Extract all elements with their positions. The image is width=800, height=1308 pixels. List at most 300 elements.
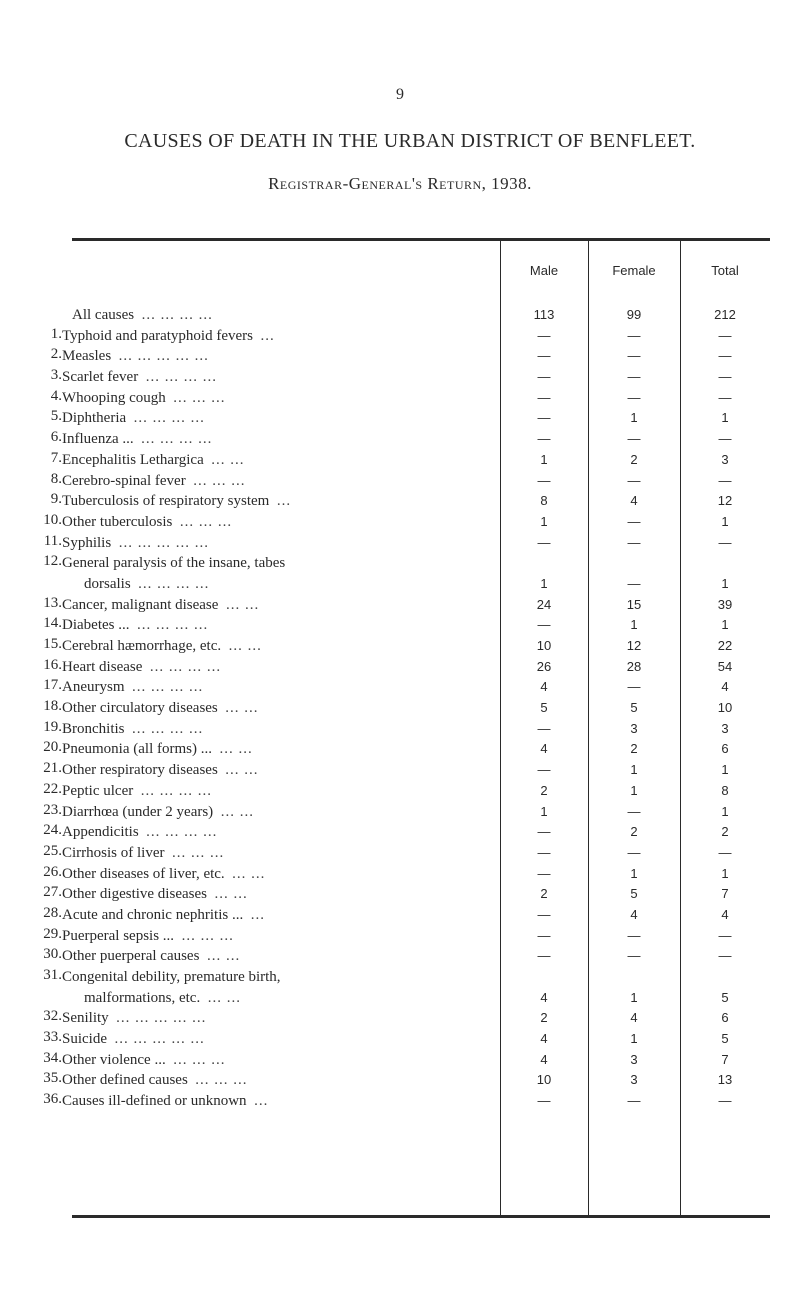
table-row [0,719,800,740]
male-count: — [537,720,551,736]
male-count: — [537,617,551,633]
row-number: 16. [43,656,62,673]
row-number: 23. [43,801,62,818]
cause-text: Cerebral hæmorrhage, etc. [62,638,222,655]
total-count: — [718,327,732,343]
table-row [0,905,800,926]
cause-label [62,1070,487,1091]
cause-label [62,408,487,429]
table-row [0,781,800,802]
page-subtitle: Registrar-General's Return, 1938. [268,174,532,193]
total-count: 39 [717,596,733,612]
cause-text: Diarrhœa (under 2 years) [62,803,214,820]
leader-dots: ... ... ... ... ... [118,348,209,365]
cause-text: Suicide [62,1031,107,1048]
total-count: — [718,431,732,447]
cause-text: Other circulatory diseases [62,700,218,717]
female-count: — [627,534,641,550]
table-bottom-rule [72,1215,770,1218]
female-count: 28 [626,658,642,674]
row-number: 33. [43,1029,62,1046]
cause-text: Heart disease [62,658,143,675]
table-row [0,1091,800,1112]
cause-text: Whooping cough [62,389,166,406]
cause-text: Diphtheria [62,410,127,427]
cause-text: Diabetes ... [62,617,130,634]
female-count: — [627,472,641,488]
female-count: 1 [630,782,638,798]
row-number: 29. [43,925,62,942]
male-count: — [537,472,551,488]
male-count: 1 [540,575,548,591]
cause-label [62,657,487,678]
total-count: 5 [721,1031,729,1047]
table-row [0,739,800,760]
male-count: 2 [540,1010,548,1026]
total-count: 1 [721,803,729,819]
table-top-rule [72,238,770,241]
table-row [0,471,800,492]
cause-label [62,388,487,409]
leader-dots: ... ... [207,989,241,1006]
male-count: 26 [536,658,552,674]
cause-label [62,533,487,554]
row-number: 3. [50,367,62,384]
cause-text: Influenza ... [62,431,134,448]
leader-dots: ... ... [225,700,259,717]
leader-dots: ... ... [232,865,266,882]
table-row [0,1008,800,1029]
cause-text: Typhoid and paratyphoid fevers [62,327,253,344]
table-row [0,533,800,554]
total-count: 1 [721,865,729,881]
cause-text: Cerebro-spinal fever [62,472,186,489]
leader-dots: ... ... ... [193,472,246,489]
cause-label [62,739,487,760]
female-count: — [627,844,641,860]
female-count: 4 [630,906,638,922]
cause-text: Other respiratory diseases [62,762,218,779]
table-row [0,595,800,616]
row-number: 26. [43,863,62,880]
cause-label [62,884,487,905]
male-count: 1 [540,803,548,819]
cause-text: Measles [62,348,112,365]
cause-label [62,1091,487,1112]
cause-label [62,491,487,512]
cause-text: Other puerperal causes [62,948,200,965]
leader-dots: ... ... ... [173,1051,226,1068]
male-count: — [537,1093,551,1109]
female-count: — [627,513,641,529]
total-count: — [718,369,732,385]
total-count: 3 [721,720,729,736]
female-count: — [627,803,641,819]
total-count: 1 [721,575,729,591]
total-count: 2 [721,824,729,840]
cause-text: Senility [62,1010,109,1027]
cause-label [62,946,487,967]
row-number: 18. [43,698,62,715]
cause-text: Causes ill-defined or unknown [62,1093,247,1110]
leader-dots: ... ... ... [173,389,226,406]
total-count: 1 [721,617,729,633]
male-count: — [537,369,551,385]
leader-dots: ... ... [228,638,262,655]
cause-text-continued: dorsalis [84,575,131,592]
male-count: 10 [536,1072,552,1088]
table-row [0,305,800,326]
leader-dots: ... ... ... ... ... [118,534,209,551]
male-count: 8 [540,493,548,509]
row-number: 28. [43,904,62,921]
total-count: — [718,927,732,943]
female-count: 15 [626,596,642,612]
female-count: — [627,1093,641,1109]
row-number: 11. [43,532,62,549]
male-count: 4 [540,989,548,1005]
table-row [0,615,800,636]
row-number: 20. [43,739,62,756]
leader-dots: ... ... ... [195,1072,248,1089]
row-number: 36. [43,1091,62,1108]
female-count: 2 [630,824,638,840]
cause-label [62,822,487,843]
table-row [0,367,800,388]
total-count: — [718,389,732,405]
total-count: 8 [721,782,729,798]
leader-dots: ... ... [211,451,245,468]
total-count: 12 [717,493,733,509]
cause-text: Other defined causes [62,1072,188,1089]
row-number: 5. [50,408,62,425]
total-count: — [718,534,732,550]
row-number: 9. [50,491,62,508]
cause-label [62,864,487,885]
column-header-male: Male [529,263,559,278]
cause-label [62,760,487,781]
male-count: — [537,948,551,964]
cause-text-continued: malformations, etc. [84,989,201,1006]
page-title: CAUSES OF DEATH IN THE URBAN DISTRICT OF BENFLEET. [124,130,696,152]
cause-label [62,615,487,636]
female-count: — [627,575,641,591]
cause-label [62,429,487,450]
total-count: — [718,348,732,364]
cause-label [72,305,497,326]
cause-label [62,719,487,740]
leader-dots: ... [260,327,275,344]
table-row [0,346,800,367]
leader-dots: ... ... ... [179,513,233,530]
total-count: — [718,1093,732,1109]
cause-label [62,1029,487,1050]
leader-dots: ... ... ... ... [138,575,210,592]
cause-text: Other violence ... [62,1051,166,1068]
male-count: 2 [540,782,548,798]
row-number: 34. [43,1049,62,1066]
leader-dots: ... ... ... ... [146,824,218,841]
row-number: 30. [43,946,62,963]
total-count: — [718,472,732,488]
female-count: 1 [630,1031,638,1047]
cause-text: Bronchitis [62,720,125,737]
female-count: 5 [630,886,638,902]
female-count: 4 [630,493,638,509]
female-count: — [627,679,641,695]
cause-text: Tuberculosis of respiratory system [62,493,270,510]
table-row [0,450,800,471]
table-row [0,946,800,967]
cause-text: General paralysis of the insane, tabes [62,555,286,572]
table-row [0,822,800,843]
table-row [0,1070,800,1091]
total-count: 4 [721,679,729,695]
table-row [0,636,800,657]
column-header-female: Female [612,263,656,278]
row-number: 10. [43,511,62,528]
male-count: 4 [540,1051,548,1067]
cause-text: Pneumonia (all forms) ... [62,741,212,758]
male-count: 5 [540,700,548,716]
table-row [0,388,800,409]
cause-label [62,512,487,533]
leader-dots: ... [276,493,292,510]
male-count: — [537,762,551,778]
table-row [0,926,800,947]
cause-label [62,553,487,594]
row-number: 32. [43,1008,62,1025]
male-count: — [537,389,551,405]
male-count: — [537,906,551,922]
table-row [0,491,800,512]
cause-label [62,595,487,616]
cause-label [62,326,487,347]
row-number: 13. [43,594,62,611]
male-count: 4 [540,741,548,757]
table-row [0,1050,800,1071]
table-row [0,760,800,781]
cause-label [62,967,487,1008]
table-row [0,864,800,885]
row-number: 27. [43,884,62,901]
leader-dots: ... ... [206,948,241,965]
total-count: — [718,844,732,860]
male-count: — [537,844,551,860]
female-count: 2 [630,451,638,467]
leader-dots: ... ... ... ... [140,782,212,799]
leader-dots: ... ... ... [172,844,225,861]
leader-dots: ... [250,906,265,923]
cause-label [62,346,487,367]
cause-label [62,905,487,926]
table-row [0,843,800,864]
table-row [0,802,800,823]
cause-text: Cirrhosis of liver [62,844,165,861]
female-count: 99 [626,307,642,322]
female-count: — [627,389,641,405]
female-count: 1 [630,865,638,881]
total-count: 4 [721,906,729,922]
male-count: — [537,927,551,943]
female-count: 1 [630,762,638,778]
cause-text: Scarlet fever [62,369,139,386]
leader-dots: ... [254,1093,269,1110]
page-number: 9 [396,86,404,103]
table-row [0,657,800,678]
row-number: 2. [50,346,62,363]
row-number: 17. [43,677,62,694]
cause-text: Other tuberculosis [62,513,173,530]
cause-text: Other digestive diseases [62,886,207,903]
leader-dots: ... ... ... ... ... [116,1010,207,1027]
male-count: — [537,824,551,840]
column-header-total: Total [711,263,739,278]
female-count: — [627,948,641,964]
table-row [0,512,800,533]
row-number: 35. [43,1070,62,1087]
row-number: 24. [43,822,62,839]
leader-dots: ... ... [220,803,254,820]
male-count: — [537,327,551,343]
leader-dots: ... ... [225,762,259,779]
female-count: — [627,348,641,364]
total-count: 3 [721,451,729,467]
cause-text: All causes [72,307,135,323]
row-number: 19. [43,718,62,735]
total-count: 13 [717,1072,733,1088]
causes-table [0,305,800,1112]
row-number: 15. [43,636,62,653]
row-number: 12. [43,553,62,570]
cause-label [62,677,487,698]
total-count: — [718,948,732,964]
total-count: 1 [721,513,729,529]
leader-dots: ... ... ... ... [136,617,209,634]
row-number: 4. [50,387,62,404]
table-row [0,553,800,594]
male-count: — [537,410,551,426]
male-count: 10 [536,638,552,654]
female-count: 1 [630,617,638,633]
total-count: 5 [721,989,729,1005]
cause-label [62,450,487,471]
cause-text: Syphilis [62,534,112,551]
female-count: 5 [630,700,638,716]
table-row [0,1029,800,1050]
male-count: — [537,865,551,881]
male-count: — [537,534,551,550]
female-count: 4 [630,1010,638,1026]
male-count: 4 [540,1031,548,1047]
total-count: 212 [714,307,736,322]
row-number: 1. [50,325,62,342]
table-row [0,677,800,698]
cause-label [62,843,487,864]
leader-dots: ... ... ... ... [145,369,217,386]
male-count: 1 [540,513,548,529]
female-count: 2 [630,741,638,757]
leader-dots: ... ... ... ... [133,410,205,427]
table-row [0,408,800,429]
table-row [0,326,800,347]
male-count: 2 [540,886,548,902]
female-count: — [627,327,641,343]
female-count: 3 [630,1051,638,1067]
female-count: — [627,927,641,943]
female-count: 1 [630,989,638,1005]
leader-dots: ... ... [219,741,253,758]
total-count: 22 [717,638,733,654]
leader-dots: ... ... ... ... [132,720,204,737]
table-row [0,967,800,1008]
total-count: 7 [721,886,729,902]
table-row [0,429,800,450]
row-number: 14. [43,615,62,632]
male-count: — [537,431,551,447]
total-count: 1 [721,410,729,426]
leader-dots: ... ... ... ... [141,307,213,323]
row-number: 8. [50,470,62,487]
cause-text: Encephalitis Lethargica [62,451,204,468]
cause-text: Other diseases of liver, etc. [62,865,225,882]
total-count: 6 [721,1010,729,1026]
leader-dots: ... ... ... ... [141,431,213,448]
cause-text: Appendicitis [62,824,139,841]
cause-text: Peptic ulcer [62,782,134,799]
male-count: 1 [540,451,548,467]
table-row [0,884,800,905]
row-number: 22. [43,780,62,797]
male-count: — [537,348,551,364]
leader-dots: ... ... ... ... [149,658,222,675]
row-number: 25. [43,842,62,859]
total-count: 7 [721,1051,729,1067]
cause-label [62,367,487,388]
female-count: 1 [630,410,638,426]
cause-text: Aneurysm [62,679,125,696]
female-count: 3 [630,1072,638,1088]
leader-dots: ... ... ... ... [132,679,204,696]
cause-text: Cancer, malignant disease [62,596,219,613]
male-count: 24 [536,596,552,612]
total-count: 1 [721,762,729,778]
total-count: 10 [717,700,733,716]
leader-dots: ... ... ... ... ... [114,1031,205,1048]
row-number: 6. [50,429,62,446]
cause-label [62,471,487,492]
cause-label [62,636,487,657]
total-count: 54 [717,658,733,674]
row-number: 21. [43,760,62,777]
row-number: 31. [43,967,62,984]
cause-label [62,1050,487,1071]
cause-text: Acute and chronic nephritis ... [62,906,244,923]
cause-label [62,802,487,823]
leader-dots: ... ... ... [181,927,234,944]
female-count: — [627,431,641,447]
male-count: 113 [533,307,555,322]
cause-text: Puerperal sepsis ... [62,927,175,944]
female-count: 3 [630,720,638,736]
cause-label [62,781,487,802]
leader-dots: ... ... [214,886,248,903]
female-count: — [627,369,641,385]
female-count: 12 [626,638,642,654]
leader-dots: ... ... [225,596,260,613]
cause-label [62,1008,487,1029]
table-row [0,698,800,719]
